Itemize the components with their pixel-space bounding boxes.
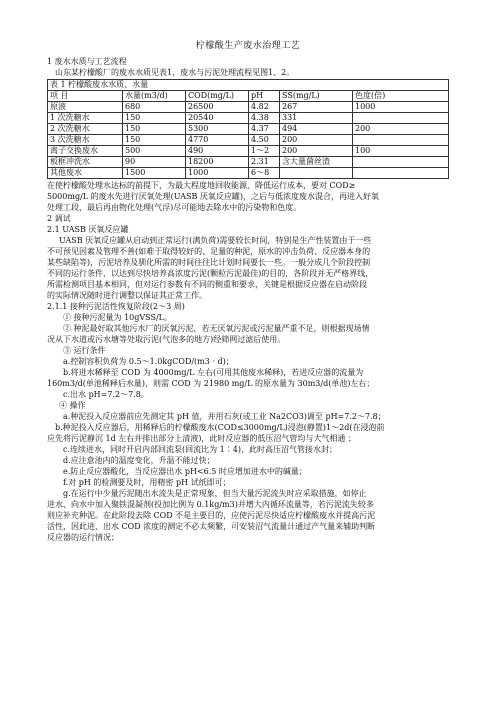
table-cell: 200 [280,135,353,146]
table-cell [353,135,449,146]
table-header-cell: COD(mg/L) [186,91,249,102]
table-cell [280,168,353,179]
table-cell: 90 [123,157,186,168]
text-line: 的实际情况随时进行调整以保证其正常工作。 [47,291,207,300]
list-item: c.连续进水，同时开启内部回流泵(回流比为 1∶4)，此时高压沼气管接水封； [63,445,337,454]
water-quality-table [47,79,449,179]
table-cell: 1000 [353,102,449,113]
table-row [48,146,449,157]
table-cell: 板框冲洗水 [48,157,123,168]
table-cell: 500 [123,146,186,157]
list-item: ② 种泥最好取其他污水厂的厌氧污泥，若无厌氧污泥或污泥量严重不足，则根据现场情 [63,324,370,333]
list-item: ③ 运行条件 [63,346,106,355]
table-cell: 5300 [186,124,249,135]
table-cell: 267 [280,102,353,113]
table-cell: 680 [123,102,186,113]
intro-paragraph: 山东某柠檬酸厂的废水水质见表1，废水与污泥处理流程见图1、2。 [55,68,295,77]
text-line: 应先将污泥静沉 1d 左右并排出部分上清液)，此时反应器的低压沼气管均与大气相通 ； [47,434,356,443]
table-row [48,168,449,179]
text-line: 5000mg/L 的废水先进行厌氧处理(UASB 厌氧反应罐)，之后与低浓度废水混合，再进入好氧 [47,192,380,201]
table-cell: 150 [123,135,186,146]
table-cell: 4.38 [249,113,280,124]
text-line: 反应器的运行情况； [47,533,119,542]
table-row [48,157,449,168]
list-item: b.将进水稀释至 COD 为 4000mg/L 左右(可用其他废水稀释)，若进反应器的流量为 [63,368,364,377]
table-header-cell: pH [249,91,280,102]
table-cell: 3 次洗糖水 [48,135,123,146]
table-cell: 200 [353,124,449,135]
table-row [48,135,449,146]
text-line: 进水、向水中加入聚铁混凝剂(投加比例为 0.1kg/m3)并增大内循环流量等，若污泥流失较多 [47,500,374,509]
table-cell: 4.82 [249,102,280,113]
table-cell: 1 次洗糖水 [48,113,123,124]
document-title: 柠檬酸生产废水治理工艺 [195,41,301,51]
table-cell: 490 [186,146,249,157]
table-cell: 6～8 [249,168,280,179]
section-heading-2-1-1: 2.1.1 接种污泥活性恢复阶段(2～3 周) [47,302,185,311]
list-item: ① 接种污泥量为 10gVSS/L。 [63,313,172,322]
section-heading-2-1: 2.1 UASB 厌氧反应罐 [47,225,129,234]
text-line: 处理工段，最后再由物化处理(气浮)尽可能地去除水中的污染物和色度。 [47,203,302,212]
table-cell: 1000 [186,168,249,179]
table-cell: 离子交换废水 [48,146,123,157]
table-cell: 18200 [186,157,249,168]
table-caption-row [48,80,449,91]
text-line: 所需检测项目基本相同，但对运行参数有不同的侧重和要求，关键是根据反应器在启动阶段 [47,280,367,289]
table-cell: 150 [123,113,186,124]
table-cell: 331 [280,113,353,124]
process-paragraph [47,180,449,213]
table-cell: 其他废水 [48,168,123,179]
table-cell: 1～2 [249,146,280,157]
table-cell [353,168,449,179]
table-cell: 20540 [186,113,249,124]
text-line: 不同的运行条件，以达到尽快培养高浓度污泥(颗粒污泥最佳)的目的，各阶段并无严格界线， [47,269,374,278]
table-cell: 2.31 [249,157,280,168]
text-line: 某些缺陷等)，污泥培养及驯化所需的时间往往比计划时间要长一些。一般分成几个阶段控制 [47,258,371,267]
list-item: c.出水 pH=7.2～7.8。 [63,390,149,399]
text-line: UASB 厌氧反应罐从启动到正常运行(满负荷)需要较长时间，特别是生产性装置由于一些 [59,236,372,245]
text-line: 在使柠檬酸处理水达标的前提下，为最大程度地回收能源、降低运行成本，要对 COD≥ [47,181,356,190]
table-cell: 4770 [186,135,249,146]
table-cell: 150 [123,124,186,135]
list-item: d.应注意池内的温度变化，升温不能过快； [63,456,215,465]
document-page [47,40,449,543]
table-cell: 200 [280,146,353,157]
text-line: 不可预见因素及管理不善(如难于取得较好的、足量的种泥，原水的冲击负荷、反应器本身的 [47,247,371,256]
list-item: g.在运行中少量污泥随出水流失是正常现象，但当大量污泥流失时应采取措施，如停止 [63,489,367,498]
text-line: 活性，因此进、出水 COD 浓度的测定不必太频繁，可安装沼气流量计通过产气量来辅助判断 [47,522,376,531]
table-row [48,102,449,113]
section-heading-1: 1 废水水质与工艺流程 [47,57,127,66]
table-cell: 含大量菌丝渣 [280,157,353,168]
table-header-cell: 色度(倍) [353,91,449,102]
table-cell: 4.37 [249,124,280,135]
table-row [48,124,449,135]
table-cell: 1500 [123,168,186,179]
list-item: a.种泥投入反应器前应先测定其 pH 值，并用石灰(或工业 Na2CO3)调至 pH=7.2～7.8； [63,412,386,421]
table-header-row [48,91,449,102]
table-cell: 100 [353,146,449,157]
uasb-paragraph [47,235,449,301]
list-item: b.种泥投入反应器后，用稀释后的柠檬酸废水(COD≤3000mg/L)浸泡(静置)1～2d(在浸泡前 [55,423,385,432]
table-header-cell: 水量(m3/d) [123,91,186,102]
text-line: 则应补充种泥。在此阶段去除 COD 不是主要目的，应使污泥尽快适应柠檬酸废水并提高污泥 [47,511,376,520]
table-cell: 原液 [48,102,123,113]
table-cell: 4.50 [249,135,280,146]
text-line: 160m3/d(单池稀释后水量)，则需 COD 为 21980 mg/L 的原水量为 30m3/d(单池)左右； [47,379,375,388]
list-item: ④ 操作 [59,401,86,410]
list-item: e.防止反应器酸化，当反应器出水 pH<6.5 时应增加进水中的碱量； [63,467,307,476]
table-cell: 2 次洗糖水 [48,124,123,135]
section-heading-2: 2 调试 [47,214,71,223]
table-row [48,113,449,124]
text-line: 况从下水道或污水塘等处取污泥(气泡多的地方)经筛网过滤后使用。 [47,335,286,344]
table-cell [353,157,449,168]
table-cell: 26500 [186,102,249,113]
table-header-cell: SS(mg/L) [280,91,353,102]
list-item: f.对 pH 的检测要及时，用精密 pH 试纸即可； [63,478,231,487]
list-item: a.控制容积负荷为 0.5～1.0kgCOD/(m3 · d)； [63,357,234,366]
table-caption: 表 1 柠檬酸废水水质、水量 [48,80,449,91]
table-cell [353,113,449,124]
table-cell: 494 [280,124,353,135]
table-header-cell: 项 目 [48,91,123,102]
